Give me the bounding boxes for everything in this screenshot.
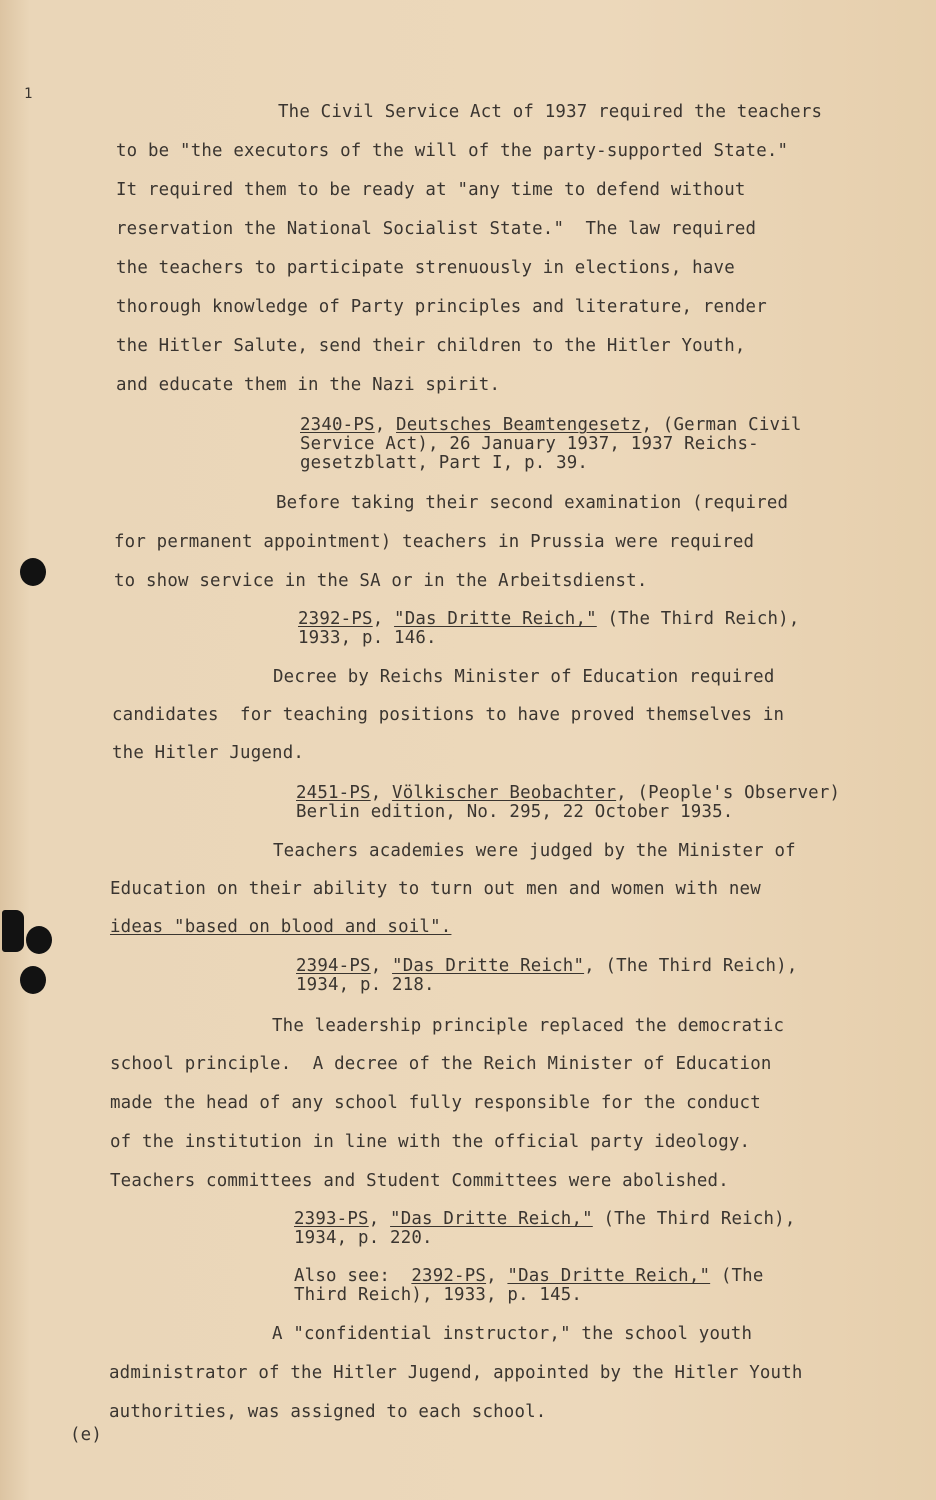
text-line: Education on their ability to turn out men and women with new (110, 879, 761, 899)
text-line: Decree by Reichs Minister of Education required (273, 667, 775, 687)
binder-hole-middle (26, 926, 52, 954)
citation-detail: , (The Third Reich), (584, 956, 798, 976)
footer-mark: (e) (70, 1425, 103, 1445)
text-line: to show service in the SA or in the Arbeitsdienst. (114, 571, 648, 591)
text-line: made the head of any school fully responsible for the conduct (110, 1093, 761, 1113)
text-line: candidates for teaching positions to have proved themselves in (112, 705, 785, 725)
text-line: The Civil Service Act of 1937 required the teachers (278, 102, 823, 122)
citation-doc-number: 2393-PS (294, 1209, 369, 1229)
text-line: The leadership principle replaced the democratic (272, 1016, 785, 1036)
citation-line: 1934, p. 220. (294, 1228, 433, 1248)
citation-line: Service Act), 26 January 1937, 1937 Reichs- (300, 434, 759, 454)
document-page: 1 The Civil Service Act of 1937 required the teachers to be "the executors of the will of the party-supported State." It required them to be ready at "any time to defend without reservation the National Socialist State." The law required the teachers to participate strenuously in elections, have thorough knowledge of Party principles and literature, render the Hitler Salute, send their children to the Hitler Youth, and educate them in the Nazi spirit. 2340-PS, Deutsches Beamtengesetz, (German Civil Service Act), 26 January 1937, 1937 Reichs- gesetzblatt, Part I, p. 39. Before taking their second examination (required for permanent appointment) teachers in Prussia were required to show service in the SA or in the Arbeitsdienst. 2392-PS, "Das Dritte Reich," (The Third Reich), 1933, p. 146. Decree by Reichs Minister of Education required candidates for teaching positions to have proved themselves in the Hitler Jugend. 2451-PS, Völkischer Beobachter, (People's Observer) Berlin edition, No. 295, 22 October 1935. Teachers academies were judged by the Minister of Education on their ability to turn out men and women with new ideas "based on blood and soil". 2394-PS, "Das Dritte Reich", (The Third Reich), 1934, p. 218. The leadership principle replaced the democratic school principle. A decree of the Reich Minister of Education made the head of any school fully responsible for the conduct of the institution in line with the official party ideology. Teachers committees and Student Committees were abolished. 2393-PS, "Das Dritte Reich," (The Third Reich), 1934, p. 220. Also see: 2392-PS, "Das Dritte Reich," (The Third Reich), 1933, p. 145. A "confidential instructor," the school youth administrator of the Hitler Jugend, appointed by the Hitler Youth authorities, was assigned to each school. (e) (0, 0, 936, 1500)
citation-doc-number: 2394-PS (296, 956, 371, 976)
citation-doc-number: 2451-PS (296, 783, 371, 803)
citation-title: Deutsches Beamtengesetz (396, 415, 642, 435)
citation-line: 1934, p. 218. (296, 975, 435, 995)
citation-doc-number: 2392-PS (298, 609, 373, 629)
citation-title: "Das Dritte Reich," (390, 1209, 593, 1229)
text-line: Teachers committees and Student Committees were abolished. (110, 1171, 729, 1191)
citation-line: Third Reich), 1933, p. 145. (294, 1285, 583, 1305)
citation-detail: , (People's Observer) (616, 783, 841, 803)
citation-detail: (The Third Reich), (596, 609, 800, 629)
text-line-underlined: ideas "based on blood and soil". (110, 917, 452, 937)
text-line: Teachers academies were judged by the Minister of (273, 841, 796, 861)
text-line: Before taking their second examination (required (276, 493, 789, 513)
text-line: A "confidential instructor," the school youth (272, 1324, 753, 1344)
text-line: the Hitler Jugend. (112, 743, 305, 763)
binder-clip (2, 910, 24, 952)
text-line: the Hitler Salute, send their children to the Hitler Youth, (116, 336, 746, 356)
text-line: administrator of the Hitler Jugend, appointed by the Hitler Youth (109, 1363, 803, 1383)
text-line: reservation the National Socialist State." The law required (116, 219, 757, 239)
text-line: of the institution in line with the official party ideology. (110, 1132, 751, 1152)
citation-title: "Das Dritte Reich," (507, 1266, 711, 1286)
citation-title: "Das Dritte Reich" (392, 956, 585, 976)
citation-doc-number: 2340-PS (300, 415, 375, 435)
citation-detail: (The (710, 1266, 764, 1286)
citation-prefix: Also see: (294, 1266, 412, 1286)
citation-detail: (The Third Reich), (592, 1209, 796, 1229)
citation-title: Völkischer Beobachter (392, 783, 617, 803)
text-line: the teachers to participate strenuously in elections, have (116, 258, 735, 278)
text-line: for permanent appointment) teachers in Prussia were required (114, 532, 755, 552)
binder-hole-bottom (20, 966, 46, 994)
margin-mark: 1 (24, 86, 33, 102)
citation-line: 1933, p. 146. (298, 628, 437, 648)
citation-line: Berlin edition, No. 295, 22 October 1935. (296, 802, 734, 822)
citation-title: "Das Dritte Reich," (394, 609, 597, 629)
text-line: to be "the executors of the will of the party-supported State." (116, 141, 789, 161)
text-line: school principle. A decree of the Reich Minister of Education (110, 1054, 772, 1074)
text-line: It required them to be ready at "any time to defend without (116, 180, 746, 200)
text-line: and educate them in the Nazi spirit. (116, 375, 501, 395)
citation-doc-number: 2392-PS (411, 1266, 487, 1286)
text-line: authorities, was assigned to each school. (109, 1402, 547, 1422)
citation-detail: , (German Civil (641, 415, 802, 435)
text-line: thorough knowledge of Party principles and literature, render (116, 297, 767, 317)
citation-line: gesetzblatt, Part I, p. 39. (300, 453, 589, 473)
binder-hole-top (20, 558, 46, 586)
